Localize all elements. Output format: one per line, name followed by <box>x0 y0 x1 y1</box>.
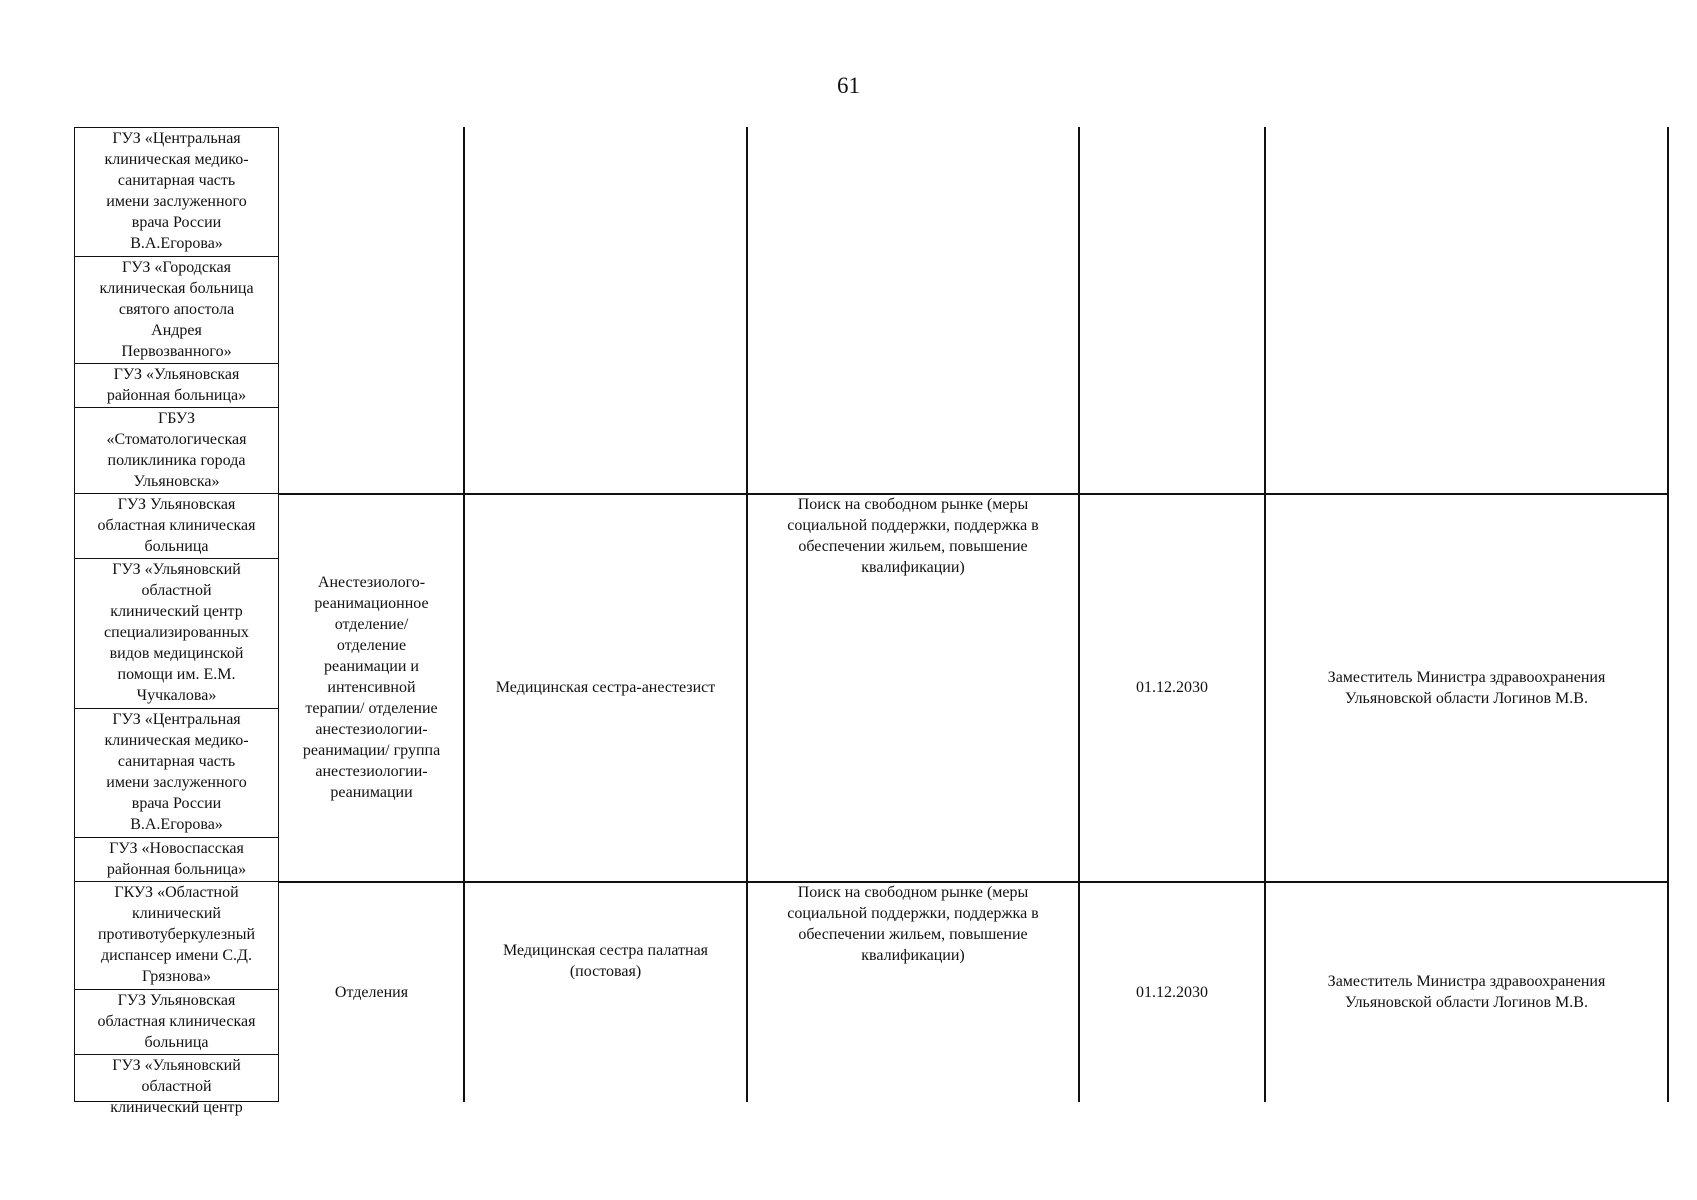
table-cell-org: ГКУЗ «Областной клинический противотуберкулезный диспансер имени С.Д. Грязнова» <box>74 881 279 990</box>
plan-table <box>74 127 1662 1116</box>
table-cell-department: Анестезиолого- реанимационное отделение/ отделение реанимации и интенсивной терапии/ отделение анестезиологии- реанимации/ группа анестезиологии- реанимации <box>302 574 441 801</box>
table-cell-org: ГУЗ «Центральная клиническая медико- санитарная часть имени заслуженного врача России В.А.Егорова» <box>74 127 279 257</box>
table-cell-org: ГУЗ «Городская клиническая больница святого апостола Андрея Первозванного» <box>74 256 279 364</box>
table-cell-org: ГУЗ «Центральная клиническая медико- санитарная часть имени заслуженного врача России В.А.Егорова» <box>74 708 279 838</box>
table-cell-date: 01.12.2030 <box>1136 983 1208 1001</box>
table-cell-position: Медицинская сестра палатная (постовая) <box>502 942 709 980</box>
table-cell-org: ГУЗ «Новоспасская районная больница» <box>74 837 279 882</box>
table-cell-date: 01.12.2030 <box>1136 679 1208 696</box>
table-cell-responsible: Заместитель Министра здравоохранения Ульяновской области Логинов М.В. <box>1327 668 1606 707</box>
table-cell-responsible: Заместитель Министра здравоохранения Ульяновской области Логинов М.В. <box>1327 973 1606 1011</box>
table-cell-department: Отделения <box>334 983 409 1001</box>
table-cell-org: ГБУЗ «Стоматологическая поликлиника города Ульяновска» <box>74 407 279 494</box>
column-divider <box>1667 127 1669 1102</box>
table-cell-org: ГУЗ «Ульяновская районная больница» <box>74 363 279 408</box>
table-cell-org: ГУЗ Ульяновская областная клиническая больница <box>74 989 279 1055</box>
table-cell-measures: Поиск на свободном рынке (меры социальной поддержки, поддержка в обеспечении жильем, повышение квалификации) <box>787 884 1039 964</box>
table-cell-position: Медицинская сестра-анестезист <box>495 679 716 696</box>
table-cell-org: ГУЗ «Ульяновский областной клинический центр специализированных видов медицинской помощи им. Е.М. Чучкалова» <box>74 558 279 709</box>
table-cell-org: ГУЗ «Ульяновский областной клинический центр <box>74 1054 279 1102</box>
page-number: 61 <box>837 73 860 98</box>
table-cell-org: ГУЗ Ульяновская областная клиническая больница <box>74 493 279 559</box>
table-cell-measures: Поиск на свободном рынке (меры социальной поддержки, поддержка в обеспечении жильем, повышение квалификации) <box>787 496 1039 576</box>
